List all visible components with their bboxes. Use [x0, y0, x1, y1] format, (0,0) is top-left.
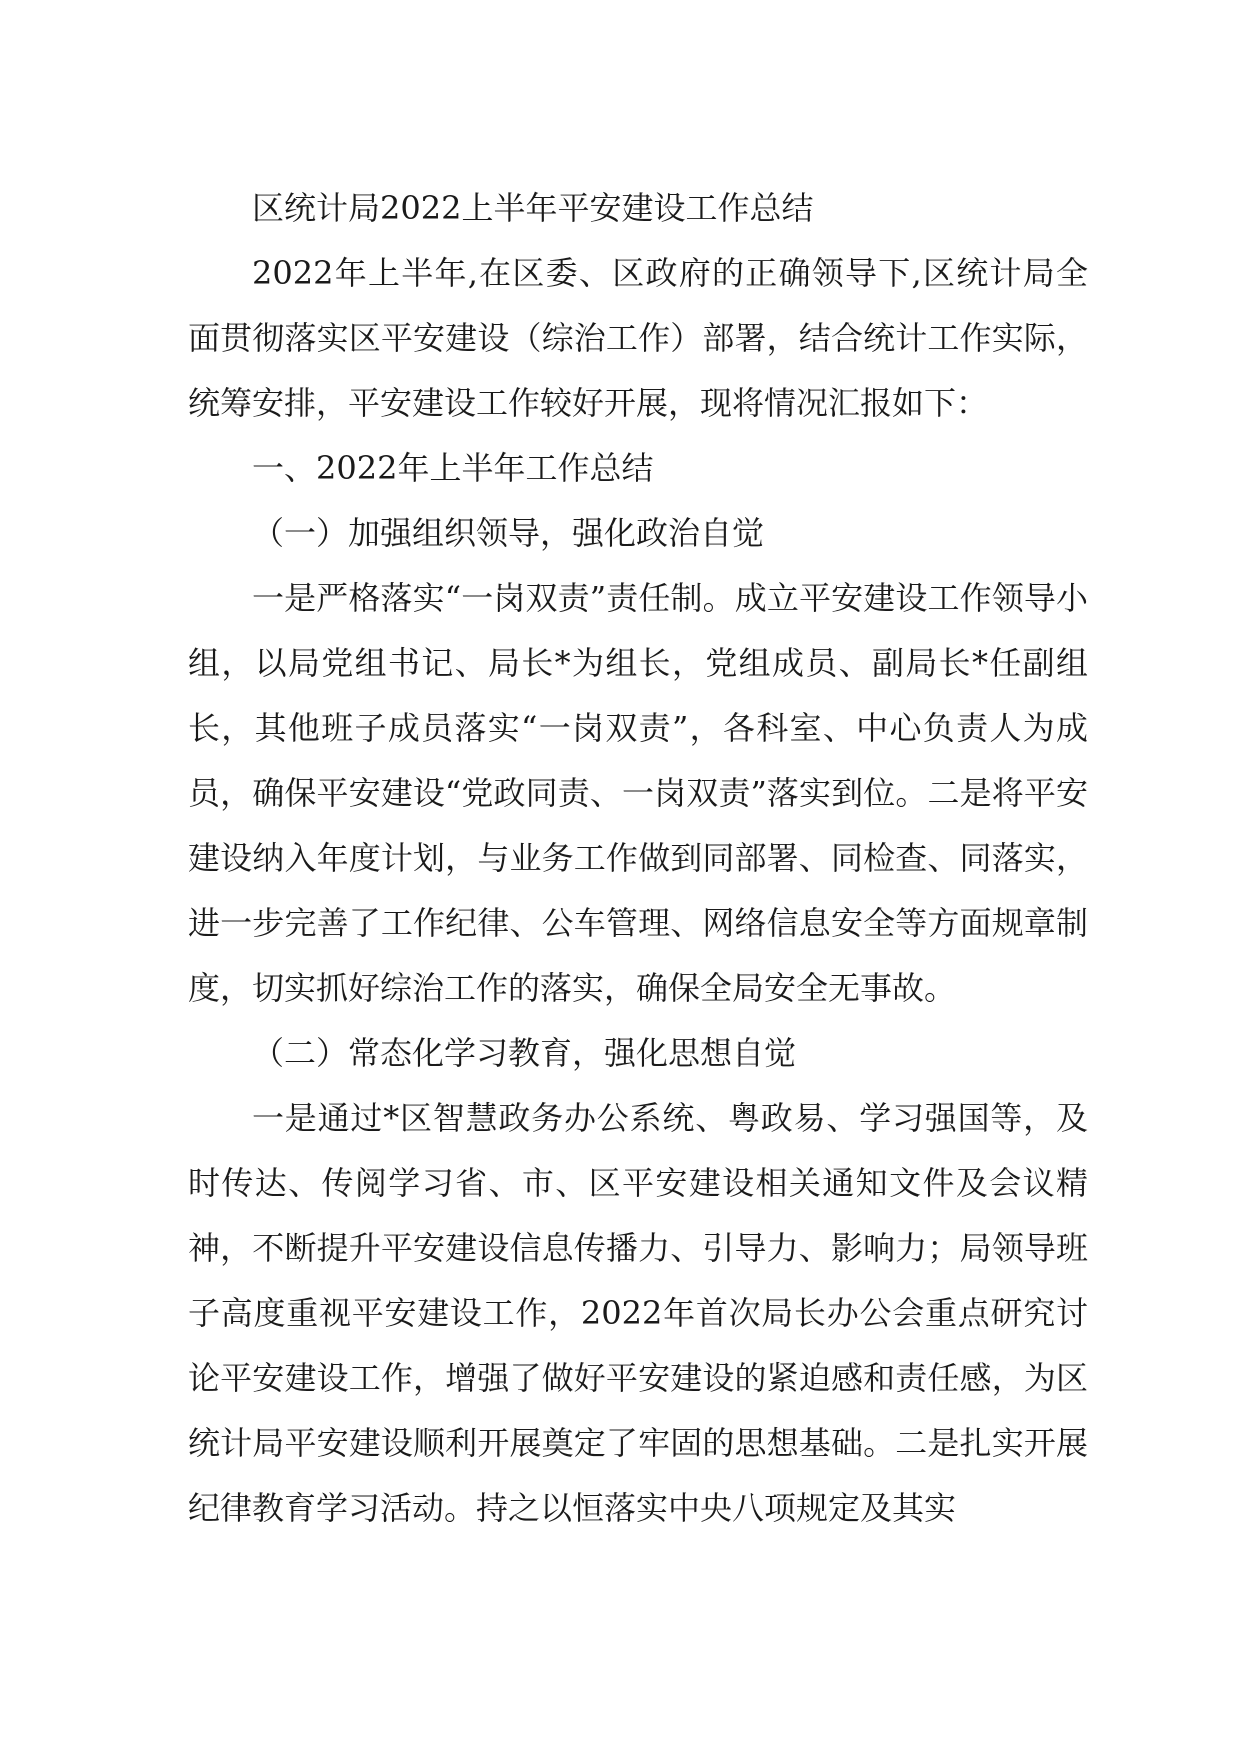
- section-heading-1: 一、2022年上半年工作总结: [252, 449, 654, 487]
- subsection-body-2: 一是通过*区智慧政务办公系统、粤政易、学习强国等，及时传达、传阅学习省、市、区平安建设相关通知文件及会议精神，不断提升平安建设信息传播力、引导力、影响力；局领导班子高度重视平安建设工作，2022年首次局长办公会重点研究讨论平安建设工作，增强了做好平安建设的紧迫感和责任感，为区统计局平安建设顺利开展奠定了牢固的思想基础。二是扎实开展纪律教育学习活动。持之以恒落实中央八项规定及其实: [188, 1099, 1088, 1527]
- subsection-heading-1: （一）加强组织领导，强化政治自觉: [252, 514, 765, 552]
- intro-paragraph: 2022年上半年,在区委、区政府的正确领导下,区统计局全面贯彻落实区平安建设（综治工作）部署，结合统计工作实际，统筹安排，平安建设工作较好开展，现将情况汇报如下：: [188, 254, 1088, 422]
- subsection-heading-2: （二）常态化学习教育，强化思想自觉: [252, 1034, 797, 1072]
- document-body: [188, 176, 1088, 1541]
- document-title: 区统计局2022上半年平安建设工作总结: [252, 189, 814, 227]
- subsection-body-1: 一是严格落实“一岗双责”责任制。成立平安建设工作领导小组，以局党组书记、局长*为组长，党组成员、副局长*任副组长，其他班子成员落实“一岗双责”，各科室、中心负责人为成员，确保平安建设“党政同责、一岗双责”落实到位。二是将平安建设纳入年度计划，与业务工作做到同部署、同检查、同落实，进一步完善了工作纪律、公车管理、网络信息安全等方面规章制度，切实抓好综治工作的落实，确保全局安全无事故。: [188, 579, 1088, 1007]
